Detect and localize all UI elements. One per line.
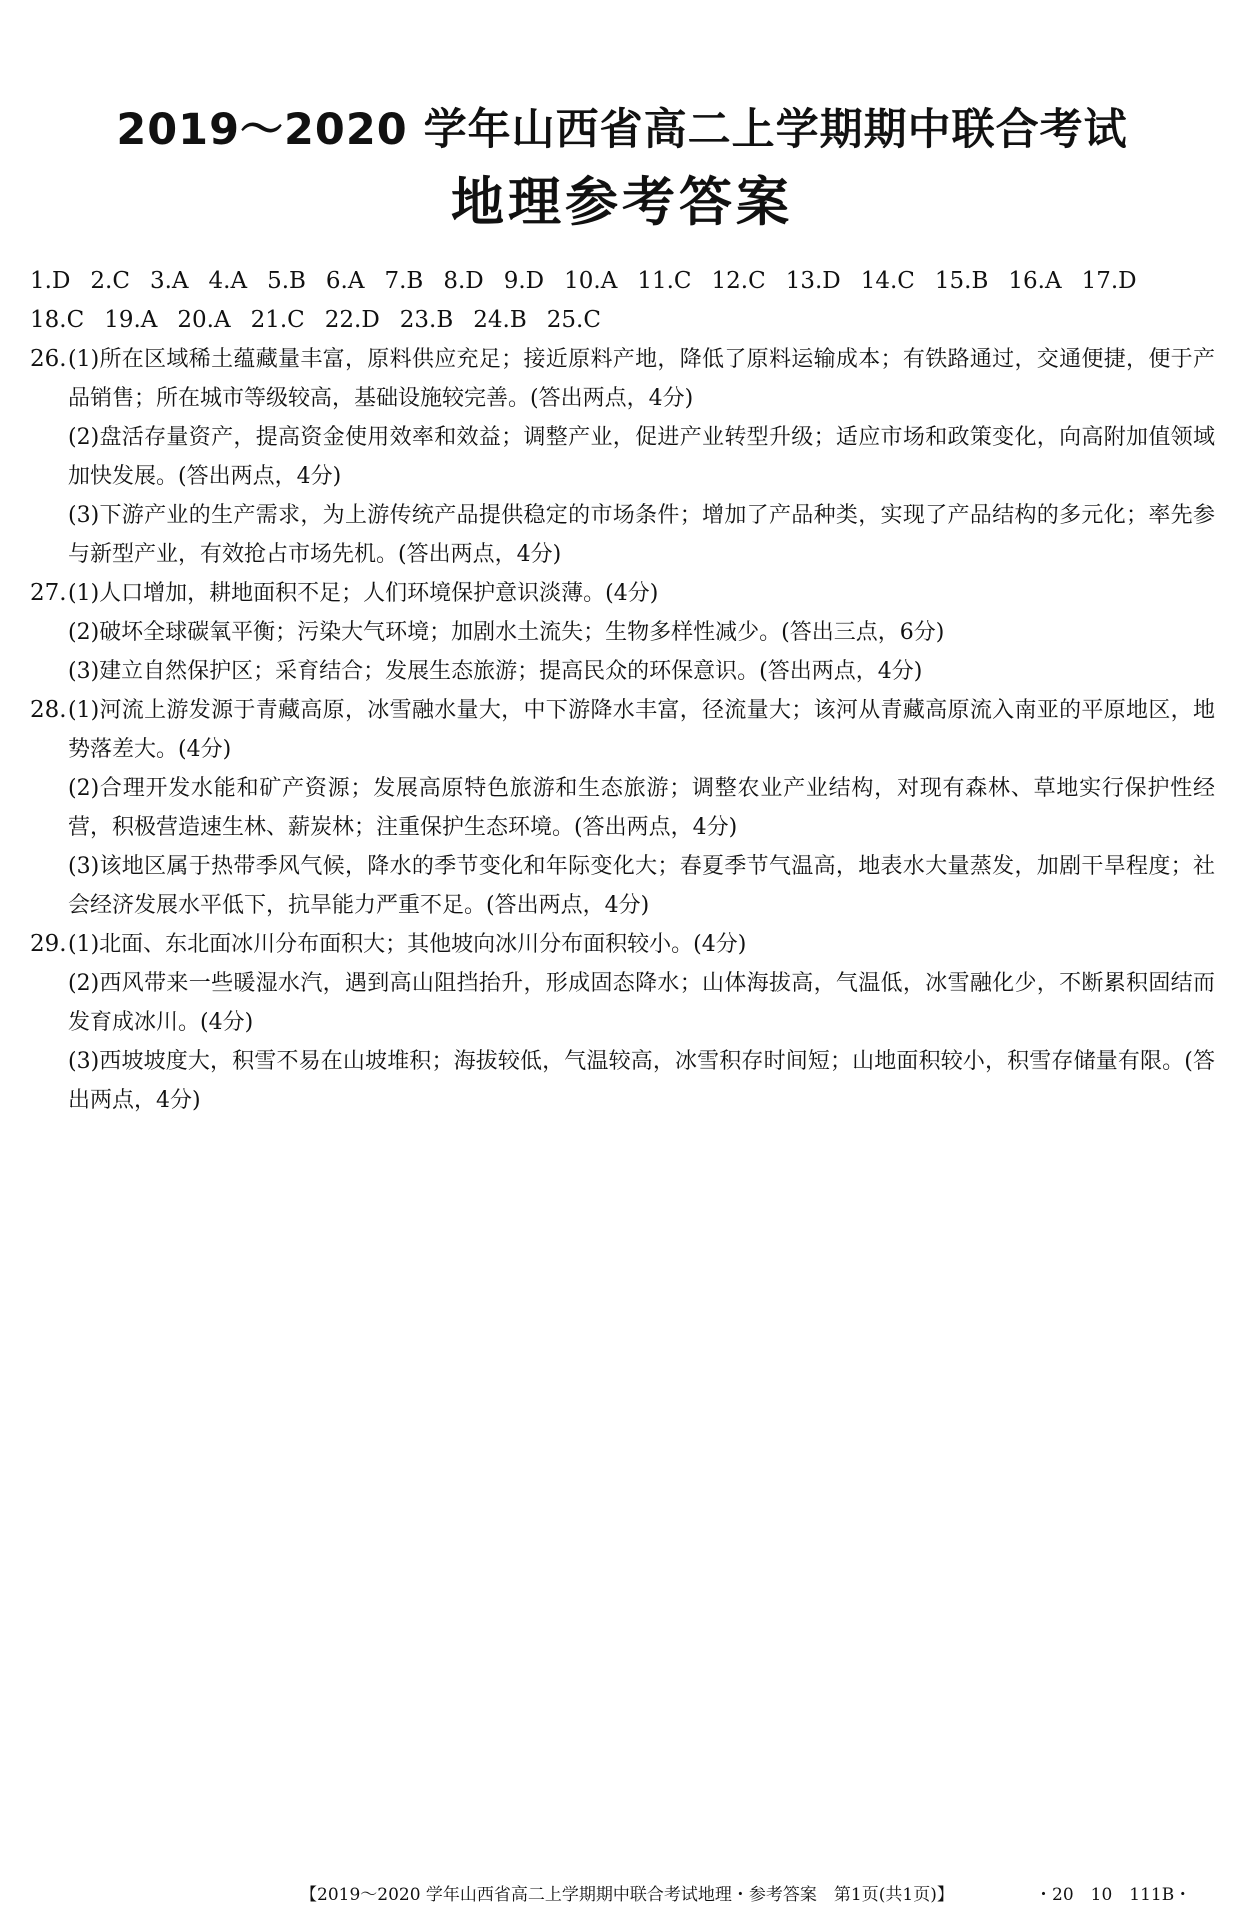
choice-answer: 18.C (30, 307, 85, 333)
answer-part: (3)西坡坡度大，积雪不易在山坡堆积；海拔较低，气温较高，冰雪积存时间短；山地面积较小，积雪存储量有限。(答出两点，4分) (68, 1049, 1215, 1113)
question-26 (30, 340, 1215, 574)
answer-part: (1)人口增加，耕地面积不足；人们环境保护意识淡薄。(4分) (68, 581, 659, 606)
answer-part: (2)盘活存量资产，提高资金使用效率和效益；调整产业，促进产业转型升级；适应市场和政策变化，向高附加值领域加快发展。(答出两点，4分) (68, 425, 1215, 489)
choice-answer: 24.B (473, 307, 527, 333)
question-number: 26. (30, 346, 67, 372)
choice-answer: 10.A (564, 268, 618, 294)
choice-answer: 15.B (934, 268, 989, 294)
answer-part: (1)河流上游发源于青藏高原，冰雪融水量大，中下游降水丰富，径流量大；该河从青藏高原流入南亚的平原地区，地势落差大。(4分) (68, 698, 1215, 762)
choice-answer: 19.A (104, 307, 158, 333)
answer-part: (3)建立自然保护区；采育结合；发展生态旅游；提高民众的环保意识。(答出两点，4分) (68, 659, 923, 684)
choice-answer: 14.C (860, 268, 915, 294)
choice-answer: 23.B (399, 307, 454, 333)
question-number: 29. (30, 931, 67, 957)
choice-answer: 7.B (384, 268, 424, 294)
choice-answer: 2.C (90, 268, 130, 294)
choice-answer: 20.A (177, 307, 231, 333)
choice-answer: 16.A (1008, 268, 1062, 294)
choice-answer: 4.A (208, 268, 248, 294)
question-28 (30, 691, 1215, 925)
footer-document-label: 【2019～2020 学年山西省高二上学期期中联合考试地理・参考答案 第1页(共1页)】 (300, 1885, 954, 1905)
choice-answer: 11.C (637, 268, 692, 294)
choice-answer: 13.D (785, 268, 841, 294)
choice-answer: 9.D (503, 268, 545, 294)
answer-part: (3)该地区属于热带季风气候，降水的季节变化和年际变化大；春夏季节气温高，地表水大量蒸发，加剧干旱程度；社会经济发展水平低下，抗旱能力严重不足。(答出两点，4分) (68, 854, 1215, 918)
choice-answer: 3.A (149, 268, 189, 294)
choice-answer: 8.D (443, 268, 484, 294)
question-27 (30, 574, 1215, 691)
choice-answers (30, 262, 1215, 340)
choice-answer: 12.C (711, 268, 766, 294)
answer-part: (2)破坏全球碳氧平衡；污染大气环境；加剧水土流失；生物多样性减少。(答出三点，6分) (68, 620, 945, 645)
answer-content (30, 262, 1215, 1120)
answer-part: (2)合理开发水能和矿产资源；发展高原特色旅游和生态旅游；调整农业产业结构，对现有森林、草地实行保护性经营，积极营造速生林、薪炭林；注重保护生态环境。(答出两点，4分) (68, 776, 1215, 840)
answer-part: (2)西风带来一些暖湿水汽，遇到高山阻挡抬升，形成固态降水；山体海拔高，气温低，冰雪融化少，不断累积固结而发育成冰川。(4分) (68, 971, 1215, 1035)
answer-part: (1)所在区域稀土蕴藏量丰富，原料供应充足；接近原料产地，降低了原料运输成本；有铁路通过，交通便捷，便于产品销售；所在城市等级较高，基础设施较完善。(答出两点，4分) (68, 347, 1215, 411)
choice-answer: 17.D (1081, 268, 1137, 294)
question-29 (30, 925, 1215, 1120)
choice-answer: 22.D (324, 307, 380, 333)
exam-title: 2019～2020 学年山西省高二上学期期中联合考试 (116, 105, 1128, 155)
question-number: 28. (30, 697, 67, 723)
question-number: 27. (30, 580, 67, 606)
footer-code: ・20 10 111B・ (1035, 1885, 1192, 1905)
choice-answer: 5.B (267, 268, 306, 294)
choice-answer: 21.C (250, 307, 305, 333)
choice-answer: 25.C (546, 307, 601, 333)
choice-answer: 6.A (325, 268, 365, 294)
answer-key-title: 地理参考答案 (451, 172, 793, 233)
answer-part: (1)北面、东北面冰川分布面积大；其他坡向冰川分布面积较小。(4分) (68, 932, 747, 957)
answer-part: (3)下游产业的生产需求，为上游传统产品提供稳定的市场条件；增加了产品种类，实现了产品结构的多元化；率先参与新型产业，有效抢占市场先机。(答出两点，4分) (68, 503, 1215, 567)
choice-answer: 1.D (30, 268, 71, 294)
